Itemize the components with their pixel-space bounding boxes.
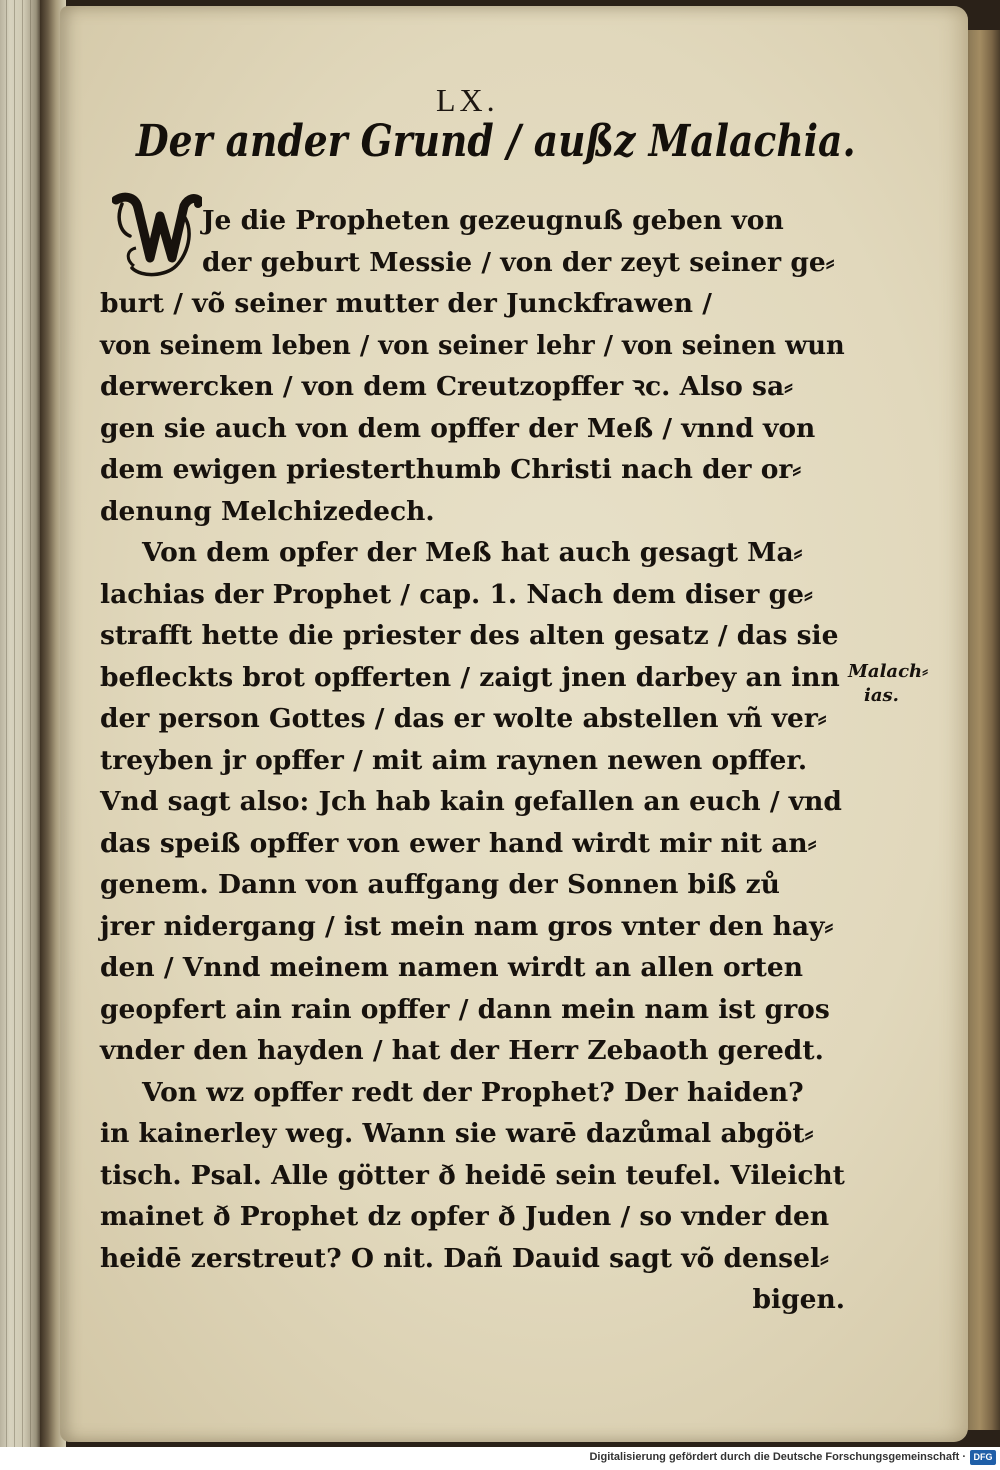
chapter-heading: Der ander Grund / außz Malachia.	[136, 116, 856, 167]
text-line: das speiß opffer von ewer hand wirdt mir nit an⸗	[100, 827, 817, 859]
text-line: der person Gottes / das er wolte abstellen vñ ver⸗	[100, 703, 827, 734]
text-line: geopfert ain rain opffer / dann mein nam ist gros	[100, 993, 830, 1025]
left-page-edge	[0, 0, 40, 1447]
text-line: tisch. Psal. Alle götter ð heidē sein teufel. Vileicht	[100, 1159, 845, 1191]
body-text	[100, 200, 845, 1321]
text-line: treyben jr opffer / mit aim raynen newen opffer.	[100, 744, 808, 776]
text-line: derwercken / von dem Creutzopffer ꝛc. Also sa⸗	[100, 371, 793, 402]
text-line: jrer nidergang / ist mein nam gros vnter den hay⸗	[100, 910, 834, 942]
text-line: in kainerley weg. Wann sie warē dazůmal abgöt⸗	[100, 1118, 814, 1149]
text-line: genem. Dann von auffgang der Sonnen biß zů	[100, 869, 780, 900]
marginal-note-line: Malach⸗	[848, 661, 929, 682]
page-number: LX.	[436, 82, 499, 118]
text-line: lachias der Prophet / cap. 1. Nach dem diser ge⸗	[100, 578, 813, 610]
footer-credit: Digitalisierung gefördert durch die Deutsche Forschungsgemeinschaft ·	[589, 1451, 966, 1463]
text-line: den / Vnnd meinem namen wirdt an allen orten	[100, 952, 803, 983]
text-line: dem ewigen priesterthumb Christi nach der or⸗	[100, 454, 802, 485]
decorated-initial-icon	[112, 192, 202, 282]
text-line: denung Melchizedech.	[100, 495, 435, 527]
marginal-note-line: ias.	[864, 685, 899, 706]
dfg-logo-icon: DFG	[970, 1450, 996, 1465]
text-line: Von dem opfer der Meß hat auch gesagt Ma⸗	[142, 537, 803, 568]
text-line: der geburt Messie / von der zeyt seiner ge⸗	[202, 246, 835, 278]
text-line: gen sie auch von dem opffer der Meß / vnnd von	[100, 412, 816, 444]
text-line: strafft hette die priester des alten gesatz / das sie	[100, 620, 839, 651]
text-line: bigen.	[752, 1284, 845, 1315]
bleed-through-text	[910, 1190, 960, 1310]
footer-bar	[0, 1447, 1000, 1470]
text-line: burt / võ seiner mutter der Junckfrawen /	[100, 288, 712, 319]
text-line: vnder den hayden / hat der Herr Zebaoth geredt.	[100, 1035, 824, 1066]
text-line: heidē zerstreut? O nit. Dañ Dauid sagt võ densel⸗	[100, 1242, 829, 1274]
text-line: befleckts brot opfferten / zaigt jnen darbey an inn	[100, 661, 840, 693]
marginal-note	[848, 660, 928, 708]
text-line: mainet ð Prophet dz opfer ð Juden / so vnder den	[100, 1201, 830, 1232]
text-line: Je die Propheten gezeugnuß geben von	[202, 205, 784, 236]
text-line: Von wz opffer redt der Prophet? Der haiden?	[142, 1076, 804, 1108]
text-line: von seinem leben / von seiner lehr / von seinen wun	[100, 329, 845, 361]
text-line: Vnd sagt also: Jch hab kain gefallen an euch / vnd	[100, 786, 842, 817]
